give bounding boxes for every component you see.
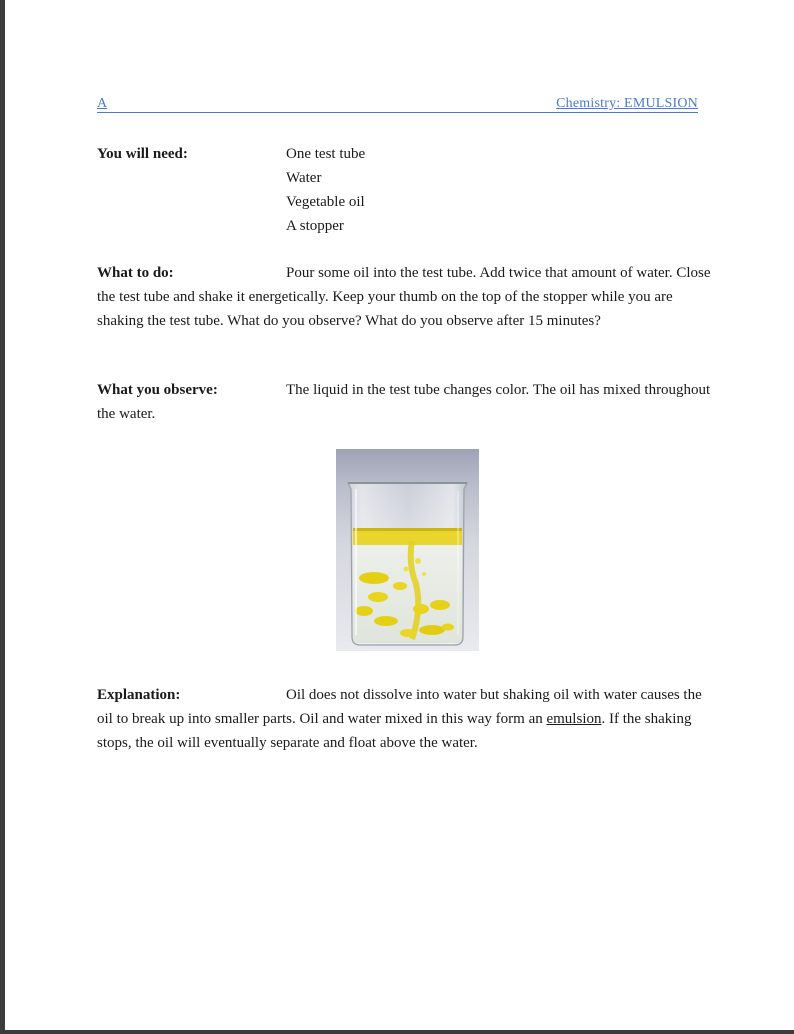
emulsion-beaker-photo: [336, 449, 479, 651]
emulsion-term: emulsion: [546, 711, 602, 727]
explanation-text-before: Oil does not dissolve into water but shaking oil with water causes the oil to break up into smaller parts. Oil and water mixed in this way form an: [97, 687, 702, 727]
what-to-do-text: Pour some oil into the test tube. Add twice that amount of water. Close the test tube and shake it energetically. Keep your thumb on the top of the stopper while you are shaking the test tube. What do you observe? What do you observe after 15 minutes?: [97, 265, 711, 329]
header-title: Chemistry: EMULSION: [556, 96, 698, 111]
page-bottom-border: [5, 1030, 794, 1034]
what-to-do-label: What to do:: [97, 265, 174, 281]
materials-item: One test tube: [286, 146, 366, 162]
materials-item: Water: [286, 170, 322, 186]
page-header: [97, 96, 698, 113]
materials-item: A stopper: [286, 218, 344, 234]
materials-list: [286, 142, 365, 238]
explanation-section: [97, 683, 713, 755]
observation-text: The liquid in the test tube changes color. The oil has mixed throughout the water.: [97, 382, 711, 422]
explanation-text-after: . If the shaking stops, the oil will eventually separate and float above the water.: [97, 711, 692, 751]
materials-label: You will need:: [97, 146, 188, 162]
explanation-label: Explanation:: [97, 687, 181, 703]
header-left-label: A: [97, 96, 108, 111]
beaker-illustration: [336, 449, 479, 651]
observation-label: What you observe:: [97, 382, 218, 398]
observation-section: [97, 378, 713, 426]
what-to-do-section: [97, 261, 713, 333]
materials-item: Vegetable oil: [286, 194, 365, 210]
